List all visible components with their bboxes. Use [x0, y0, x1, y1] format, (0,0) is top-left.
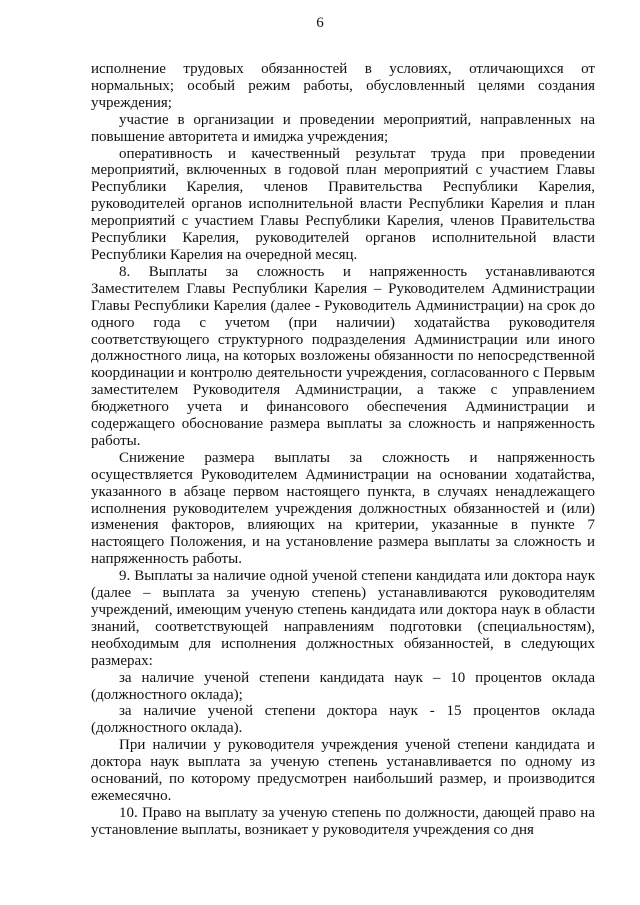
paragraph: 8. Выплаты за сложность и напряженность устанавливаются Заместителем Главы Республики Карелия – Руководителем Администрации Главы Республики Карелия (далее - Руководитель Администрации) на срок до одного года с учетом (при наличии) ходатайства руководителя соответствующего структурного подразделения Администрации или иного должностного лица, на которых возложены обязанности по непосредственной координации и контролю деятельности учреждения, согласованного с Первым заместителем Руководителя Администрации, а также с управлением бюджетного учета и финансового обеспечения Администрации и содержащего обоснование размера выплаты за сложность и напряженность работы. [91, 263, 595, 449]
paragraph: оперативность и качественный результат труда при проведении мероприятий, включенных в годовой план мероприятий с участием Главы Республики Карелия, членов Правительства Республики Карелия, руководителей органов исполнительной власти Республики Карелия и план мероприятий с участием Главы Республики Карелия, членов Правительства Республики Карелия, руководителей органов исполнительной власти Республики Карелия на очередной месяц. [91, 145, 595, 263]
paragraph: При наличии у руководителя учреждения ученой степени кандидата и доктора наук выплата за ученую степень устанавливается по одному из оснований, по которому предусмотрен наибольший размер, и производится ежемесячно. [91, 737, 595, 804]
paragraph: участие в организации и проведении мероприятий, направленных на повышение авторитета и имиджа учреждения; [91, 111, 595, 145]
paragraph: за наличие ученой степени кандидата наук – 10 процентов оклада (должностного оклада); [91, 669, 595, 703]
paragraph: 9. Выплаты за наличие одной ученой степени кандидата или доктора наук (далее – выплата за ученую степень) устанавливаются руководителям учреждений, имеющим ученую степень кандидата или доктора наук в области знаний, соответствующей направлениям подготовки (специальностям), необходимым для исполнения должностных обязанностей, в следующих размерах: [91, 568, 595, 669]
document-body [91, 61, 595, 839]
paragraph: исполнение трудовых обязанностей в условиях, отличающихся от нормальных; особый режим работы, обусловленный целями создания учреждения; [91, 61, 595, 111]
paragraph: Снижение размера выплаты за сложность и напряженность осуществляется Руководителем Администрации на основании ходатайства, указанного в абзаце первом настоящего пункта, в случаях ненадлежащего исполнения руководителем учреждения должностных обязанностей и (или) изменения факторов, влияющих на критерии, указанные в пункте 7 настоящего Положения, и на установление размера выплаты за сложность и напряженность работы. [91, 449, 595, 568]
page-number: 6 [316, 15, 324, 31]
paragraph: за наличие ученой степени доктора наук - 15 процентов оклада (должностного оклада). [91, 703, 595, 737]
paragraph: 10. Право на выплату за ученую степень по должности, дающей право на установление выплаты, возникает у руководителя учреждения со дня [91, 804, 595, 838]
